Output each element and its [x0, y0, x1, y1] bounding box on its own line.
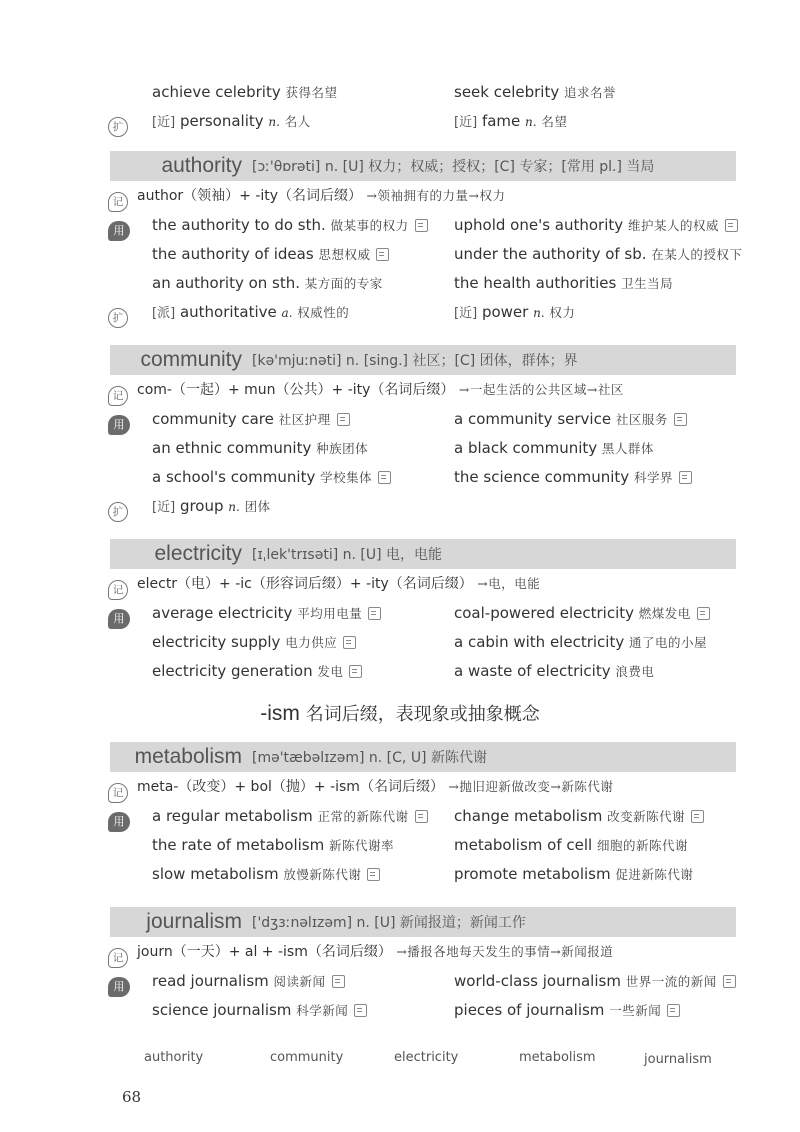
entry-metabolism [0, 742, 800, 889]
collocation-icon [725, 219, 738, 232]
extension-row: 扩 [派] authoritative a. 权威性的 [近] power n. 权力 [0, 298, 800, 327]
collocation-icon [337, 413, 350, 426]
etymology: 记 electr（电）+ -ic（形容词后缀）+ -ity（名词后缀） →电，电能 [0, 569, 800, 599]
collocation-icon [674, 413, 687, 426]
collocation-en: seek celebrity [454, 83, 560, 101]
collocation-row: 用 average electricity 平均用电量 coal-powered electricity 燃煤发电 [0, 599, 800, 628]
collocation-row: the authority of ideas 思想权威 under the authority of sb. 在某人的授权下 [152, 245, 743, 263]
review-word: journalism [644, 1052, 712, 1067]
section-title [0, 700, 800, 726]
etymology: 记 meta-（改变）+ bol（抛）+ -ism（名词后缀） →抛旧迎新做改变→新陈代谢 [0, 772, 800, 802]
entry-header [110, 539, 736, 569]
collocation-cn: 获得名望 [285, 85, 338, 100]
related-word: fame [481, 112, 521, 130]
headword: electricity [154, 542, 242, 565]
definition: [mə'tæbəlɪzəm] n. [C, U] 新陈代谢 [252, 750, 487, 766]
collocation-icon [367, 868, 380, 881]
entry-electricity [0, 539, 800, 686]
headword: metabolism [134, 745, 242, 768]
headword: community [140, 348, 242, 371]
memo-marker-icon: 记 [108, 386, 128, 406]
entry-journalism [0, 907, 800, 1025]
memo-marker-icon: 记 [108, 192, 128, 212]
collocation-cn: 追求名誉 [564, 85, 617, 100]
collocation-row: an authority on sth. 某方面的专家 the health authorities 卫生当局 [152, 274, 674, 292]
memo-marker-icon: 记 [108, 580, 128, 600]
definition: [ɪˌlek'trɪsəti] n. [U] 电，电能 [252, 547, 443, 563]
etymology: 记 com-（一起）+ mun（公共）+ -ity（名词后缀） →一起生活的公共区域→社区 [0, 375, 800, 405]
extension-marker-icon: 扩 [108, 117, 128, 137]
collocation-icon [723, 975, 736, 988]
collocation-icon [332, 975, 345, 988]
suffix-description: 名词后缀，表现象或抽象概念 [305, 704, 540, 724]
collocation-row: electricity generation 发电 a waste of electricity 浪费电 [152, 662, 655, 680]
etymology: 记 author（领袖）+ -ity（名词后缀） →领袖拥有的力量→权力 [0, 181, 800, 211]
memo-marker-icon: 记 [108, 783, 128, 803]
collocation-icon [679, 471, 692, 484]
definition: ['dʒɜːnəlɪzəm] n. [U] 新闻报道；新闻工作 [252, 915, 526, 931]
memo-marker-icon: 记 [108, 948, 128, 968]
collocation-row: the rate of metabolism 新陈代谢率 metabolism of cell 细胞的新陈代谢 [152, 836, 688, 854]
collocation-row: electricity supply 电力供应 a cabin with electricity 通了电的小屋 [152, 633, 708, 651]
related-word: personality [179, 112, 264, 130]
headword: authority [161, 154, 242, 177]
definition: [kə'mjuːnəti] n. [sing.] 社区；[C] 团体，群体；界 [252, 353, 578, 369]
suffix-title: -ism [260, 702, 300, 725]
collocation-row: slow metabolism 放慢新陈代谢 promote metabolism 促进新陈代谢 [152, 865, 694, 883]
entry-community [0, 345, 800, 521]
previous-entry-continuation [0, 78, 800, 136]
extension-marker-icon: 扩 [108, 308, 128, 328]
collocation-row: an ethnic community 种族团体 a black community 黑人群体 [152, 439, 654, 457]
collocation-icon [415, 219, 428, 232]
collocation-icon [667, 1004, 680, 1017]
collocation-row [0, 78, 800, 107]
usage-marker-icon: 用 [108, 415, 130, 435]
usage-marker-icon: 用 [108, 609, 130, 629]
extension-row: 扩 [近] group n. 团体 [0, 492, 800, 521]
collocation-icon [378, 471, 391, 484]
collocation-icon [415, 810, 428, 823]
entry-header [110, 151, 736, 181]
collocation-row: 用 a regular metabolism 正常的新陈代谢 change metabolism 改变新陈代谢 [0, 802, 800, 831]
extension-marker-icon: 扩 [108, 502, 128, 522]
review-word: electricity [394, 1050, 459, 1065]
usage-marker-icon: 用 [108, 977, 130, 997]
review-word-strip [0, 1050, 800, 1072]
review-word: community [270, 1050, 344, 1065]
collocation-icon [354, 1004, 367, 1017]
collocation-icon [368, 607, 381, 620]
extension-row: 扩 [近] personality n. 名人 [近] fame n. 名望 [0, 107, 800, 136]
page-number: 68 [122, 1088, 142, 1106]
collocation-row: 用 read journalism 阅读新闻 world-class journalism 世界一流的新闻 [0, 967, 800, 996]
collocation-row: a school's community 学校集体 the science community 科学界 [0, 463, 800, 492]
collocation-en: achieve celebrity [152, 83, 281, 101]
entry-header [110, 907, 736, 937]
collocation-icon [691, 810, 704, 823]
collocation-row: 用 the authority to do sth. 做某事的权力 uphold one's authority 维护某人的权威 [0, 211, 800, 240]
usage-marker-icon: 用 [108, 812, 130, 832]
definition: [ɔː'θɒrəti] n. [U] 权力；权威；授权；[C] 专家；[常用 pl.] 当局 [252, 159, 655, 175]
entry-header [110, 742, 736, 772]
entry-authority [0, 151, 800, 327]
collocation-icon [343, 636, 356, 649]
etymology: 记 journ（一天）+ al + -ism（名词后缀） →播报各地每天发生的事情→新闻报道 [0, 937, 800, 967]
collocation-icon [697, 607, 710, 620]
headword: journalism [146, 910, 242, 933]
collocation-row: 用 community care 社区护理 a community service 社区服务 [0, 405, 800, 434]
review-word: metabolism [519, 1050, 596, 1065]
review-word: authority [144, 1050, 204, 1065]
entry-header [110, 345, 736, 375]
usage-marker-icon: 用 [108, 221, 130, 241]
collocation-row: science journalism 科学新闻 pieces of journalism 一些新闻 [0, 996, 800, 1025]
collocation-icon [349, 665, 362, 678]
collocation-icon [376, 248, 389, 261]
